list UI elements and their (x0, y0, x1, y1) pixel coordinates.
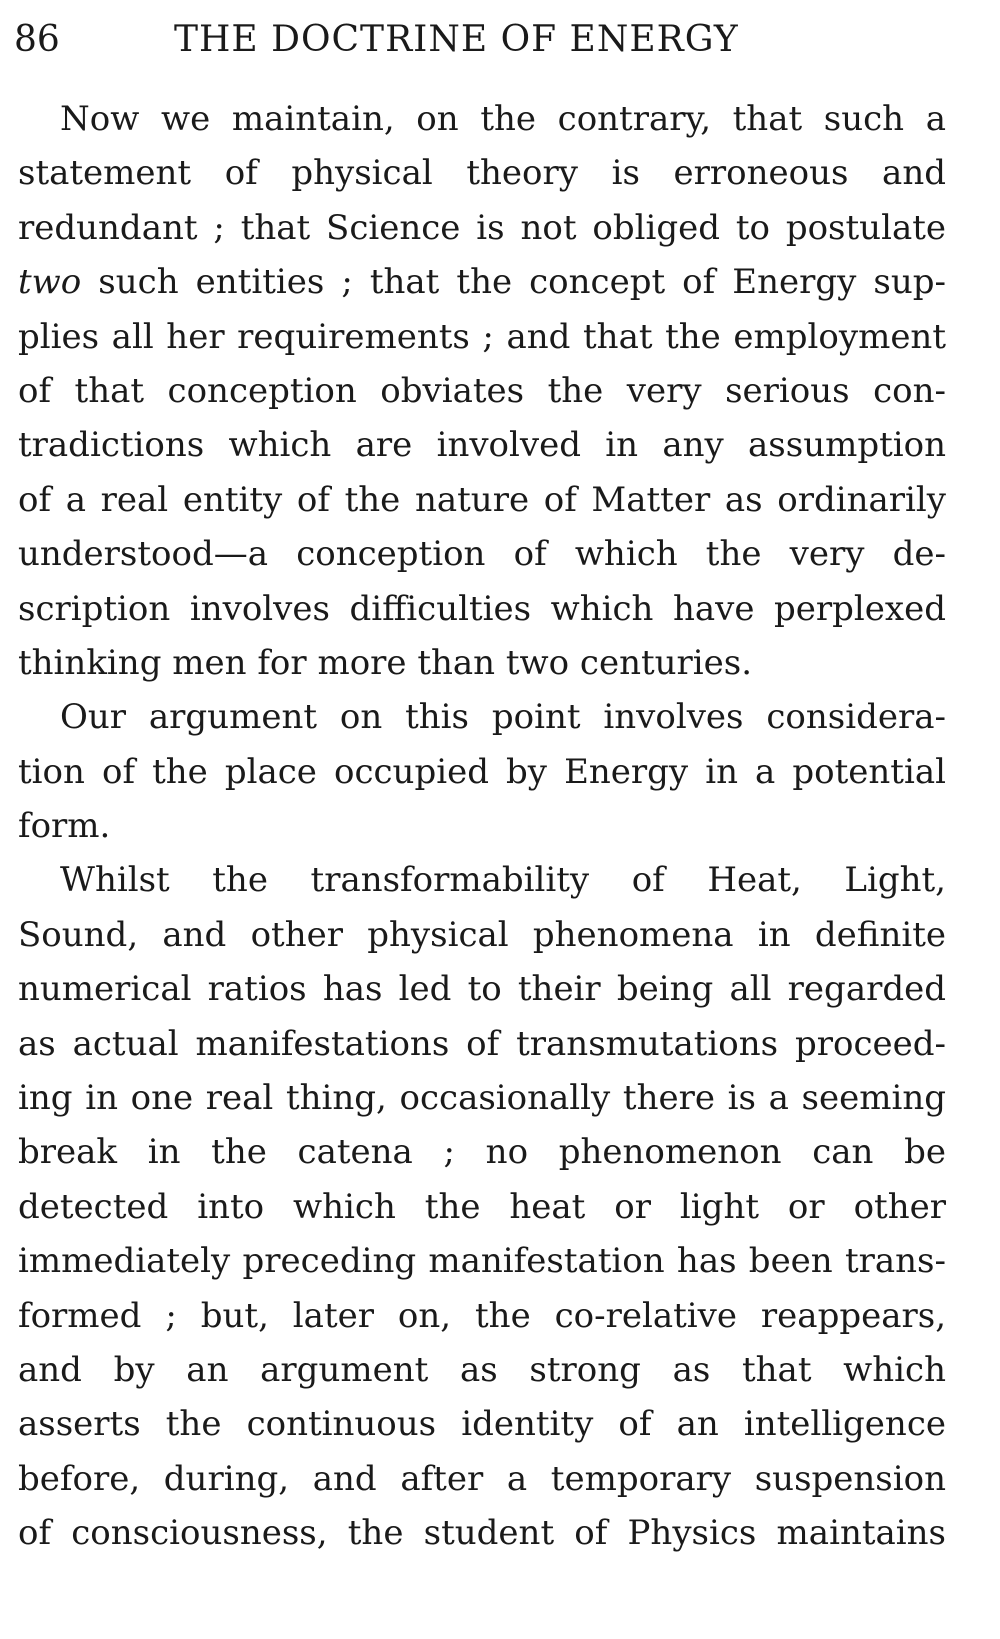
text-line: scription involves difficulties which have perplexed (18, 588, 946, 629)
page-number: 86 (14, 19, 60, 60)
text-line: before, during, and after a temporary suspension (18, 1458, 946, 1499)
text-line: tion of the place occupied by Energy in a potential (18, 751, 946, 792)
text-line: Our argument on this point involves considera- (60, 697, 946, 738)
text-line: asserts the continuous identity of an intelligence (18, 1404, 946, 1445)
text-line: Sound, and other physical phenomena in definite (18, 914, 946, 955)
text-line: of that conception obviates the very serious con- (18, 370, 946, 411)
body-text (18, 92, 946, 1561)
text-line: ing in one real thing, occasionally there is a seeming (18, 1078, 946, 1119)
text-line: and by an argument as strong as that which (18, 1349, 946, 1390)
text-line: form. (18, 806, 111, 847)
text-line: detected into which the heat or light or other (18, 1186, 946, 1227)
text-line: of consciousness, the student of Physics maintains (18, 1513, 946, 1554)
running-title: THE DOCTRINE OF ENERGY (174, 19, 739, 60)
text-line: tradictions which are involved in any assumption (18, 425, 946, 466)
text-line: understood—a conception of which the very de- (18, 534, 946, 575)
text-line: numerical ratios has led to their being all regarded (18, 969, 946, 1010)
text-line: formed ; but, later on, the co-relative reappears, (18, 1295, 946, 1336)
text-line-remainder: such entities ; that the concept of Energy sup- (81, 262, 946, 303)
text-line: break in the catena ; no phenomenon can be (18, 1132, 946, 1173)
text-line: Now we maintain, on the contrary, that such a (60, 99, 946, 139)
text-line (18, 255, 946, 309)
emphasized-word: two (18, 262, 82, 303)
text-line: statement of physical theory is erroneous and (18, 153, 946, 194)
text-line: plies all her requirements ; and that the employment (18, 316, 946, 357)
text-line: immediately preceding manifestation has been trans- (18, 1241, 946, 1282)
text-line: Whilst the transformability of Heat, Light, (60, 860, 946, 901)
running-head (14, 14, 974, 64)
text-line: of a real entity of the nature of Matter as ordinarily (18, 479, 946, 520)
text-line: redundant ; that Science is not obliged to postulate (18, 207, 946, 248)
text-line: thinking men for more than two centuries. (18, 642, 753, 683)
text-line: as actual manifestations of transmutations proceed- (18, 1023, 946, 1064)
